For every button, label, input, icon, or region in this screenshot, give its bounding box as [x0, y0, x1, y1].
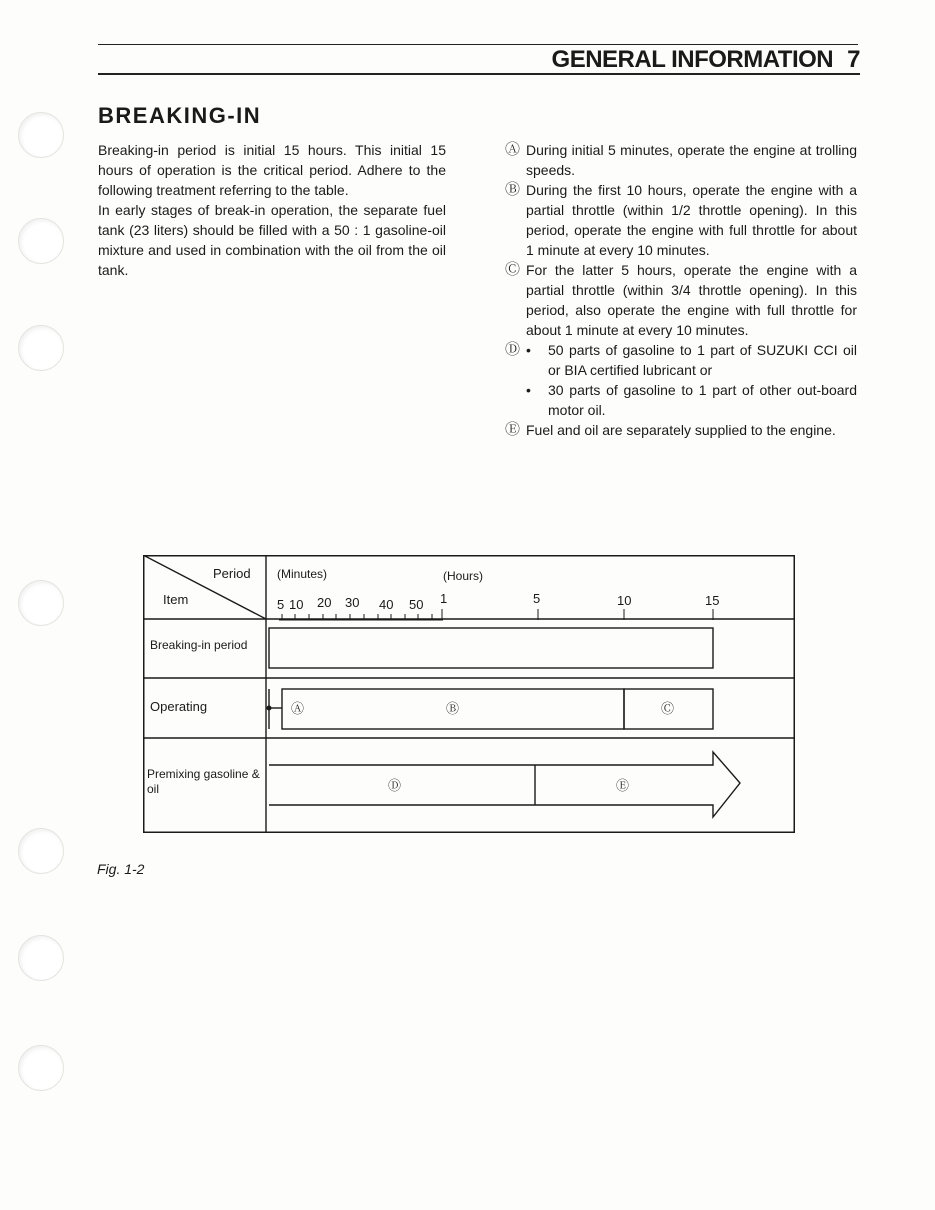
page-header [552, 46, 860, 74]
note-c-text: For the latter 5 hours, operate the engine with a partial throttle (within 3/4 throttle opening). In this period, also operate the engine with full throttle for about 1 minute at every 10 minutes. [526, 262, 857, 338]
tick-label: 5 [277, 597, 285, 612]
binder-hole [18, 935, 64, 981]
chart-marker-a: Ⓐ [291, 701, 305, 716]
intro-paragraph: Breaking-in period is initial 15 hours. This initial 15 hours of operation is the critical period. Adhere to the following treatment referring to the table. [98, 142, 446, 198]
fuel-paragraph: In early stages of break-in operation, the separate fuel tank (23 liters) should be filled with a 50 : 1 gasoline-oil mixture and used in combination with the oil from the oil tank. [98, 202, 446, 278]
minutes-label: (Minutes) [277, 567, 328, 581]
tick-label: 10 [617, 593, 632, 608]
row-operating: Operating [150, 699, 208, 714]
header-diagonal [143, 555, 266, 619]
note-b [505, 180, 857, 260]
notes-column [505, 140, 857, 440]
marker-a: Ⓐ [505, 141, 521, 158]
note-d-bullet-2-text: 30 parts of gasoline to 1 part of other out-board motor oil. [548, 382, 857, 418]
header-period: Period [213, 566, 251, 581]
start-dot [267, 706, 272, 711]
binder-hole [18, 1045, 64, 1091]
row-premixing: Premixing gasoline & oil [147, 767, 260, 796]
note-d-bullet-1-text: 50 parts of gasoline to 1 part of SUZUKI CCI oil or BIA certified lubricant or [548, 342, 857, 378]
note-c [505, 260, 857, 340]
header-item: Item [163, 592, 189, 607]
chart-marker-c: Ⓒ [661, 701, 675, 716]
section-title: BREAKING-IN [98, 103, 262, 128]
marker-e: Ⓔ [505, 421, 521, 438]
left-column [98, 140, 446, 280]
binder-hole [18, 218, 64, 264]
binder-hole [18, 325, 64, 371]
header-title: GENERAL INFORMATION [551, 46, 834, 73]
note-d-bullet-2 [526, 380, 857, 420]
figure-caption: Fig. 1-2 [97, 861, 145, 877]
marker-b: Ⓑ [505, 181, 521, 198]
note-a-text: During initial 5 minutes, operate the engine at trolling speeds. [526, 142, 857, 178]
chart-marker-d: Ⓓ [388, 778, 402, 793]
hours-label: (Hours) [443, 569, 484, 583]
tick-label: 1 [440, 591, 448, 606]
header-rule-bottom [98, 73, 860, 75]
bullet-dot: • [526, 382, 531, 398]
breaking-in-bar [269, 628, 713, 668]
binder-hole [18, 828, 64, 874]
premix-arrow [269, 752, 740, 817]
tick-label: 40 [379, 597, 394, 612]
note-a [505, 140, 857, 180]
note-d [505, 340, 857, 420]
tick-label: 50 [409, 597, 424, 612]
chart-marker-e: Ⓔ [616, 778, 630, 793]
note-e-text: Fuel and oil are separately supplied to the engine. [526, 422, 836, 438]
note-b-text: During the first 10 hours, operate the engine with a partial throttle (within 1/2 throttle opening). In this period, operate the engine with full throttle for about 1 minute at every 10 minutes. [526, 182, 857, 258]
bullet-dot: • [526, 342, 531, 358]
marker-c: Ⓒ [505, 261, 521, 278]
break-in-timeline-figure [143, 555, 795, 833]
tick-label: 5 [533, 591, 541, 606]
tick-label: 20 [317, 595, 332, 610]
note-e [505, 420, 857, 440]
binder-hole [18, 580, 64, 626]
marker-d: Ⓓ [505, 341, 521, 358]
row-breaking-in: Breaking-in period [150, 638, 248, 652]
chart-marker-b: Ⓑ [446, 701, 460, 716]
tick-label: 30 [345, 595, 360, 610]
binder-hole [18, 112, 64, 158]
page-number: 7 [847, 46, 860, 73]
header-rule-top [98, 44, 858, 45]
note-d-bullet-1 [526, 340, 857, 380]
tick-label: 10 [289, 597, 304, 612]
tick-label: 15 [705, 593, 720, 608]
